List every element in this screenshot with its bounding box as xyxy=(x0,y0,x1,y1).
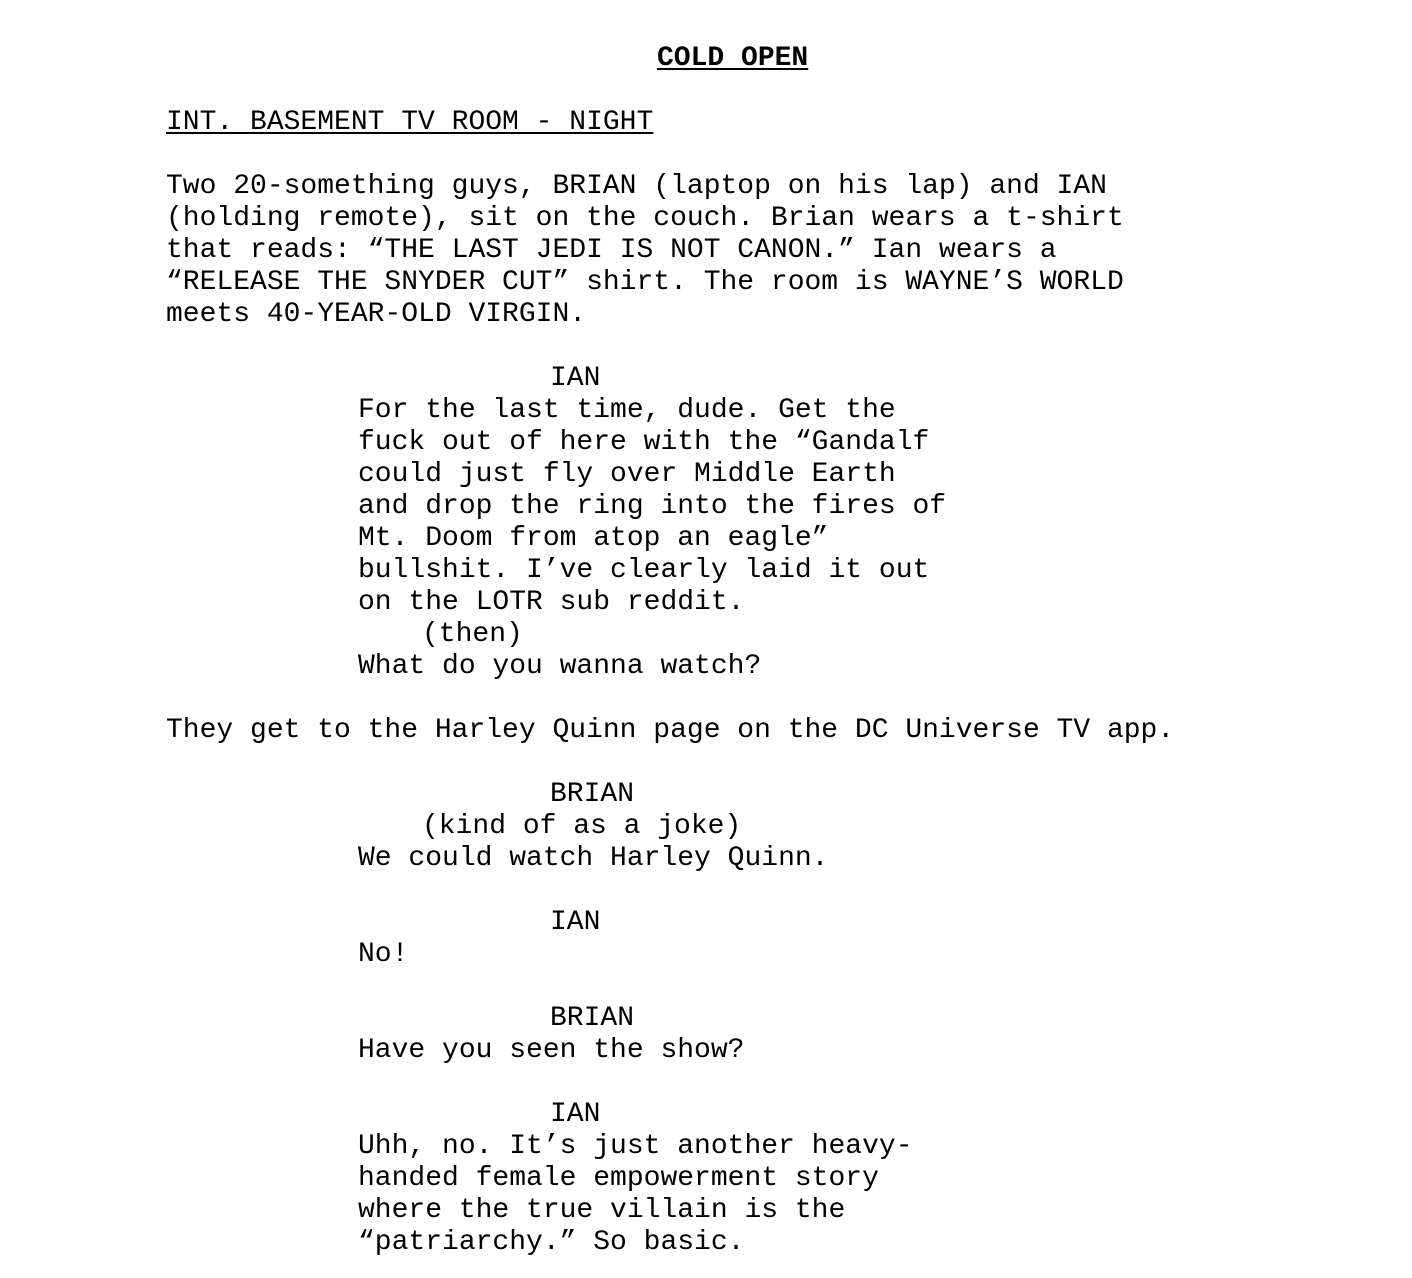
character-name: IAN xyxy=(550,363,601,394)
action-line: that reads: “THE LAST JEDI IS NOT CANON.” Ian wears a xyxy=(166,235,1057,266)
action-line: Two 20-something guys, BRIAN (laptop on his lap) and IAN xyxy=(166,171,1107,202)
dialogue-block-1 xyxy=(358,395,946,619)
dialogue-line: What do you wanna watch? xyxy=(358,651,762,682)
dialogue-line: We could watch Harley Quinn. xyxy=(358,843,829,874)
dialogue-line: Uhh, no. It’s just another heavy- xyxy=(358,1131,913,1162)
action-line: “RELEASE THE SNYDER CUT” shirt. The room is WAYNE’S WORLD xyxy=(166,267,1124,298)
character-name: IAN xyxy=(550,907,601,938)
dialogue-line: and drop the ring into the fires of xyxy=(358,491,947,522)
dialogue-line: No! xyxy=(358,939,409,970)
dialogue-line: For the last time, dude. Get the xyxy=(358,395,896,426)
dialogue-line: Have you seen the show? xyxy=(358,1035,745,1066)
page-title: COLD OPEN xyxy=(657,43,809,74)
scene-heading: INT. BASEMENT TV ROOM - NIGHT xyxy=(166,107,654,138)
action-line: They get to the Harley Quinn page on the DC Universe TV app. xyxy=(166,715,1175,746)
action-block-1 xyxy=(166,171,1124,331)
dialogue-line: on the LOTR sub reddit. xyxy=(358,587,745,618)
character-name: BRIAN xyxy=(550,779,635,810)
dialogue-line: Mt. Doom from atop an eagle” xyxy=(358,523,829,554)
dialogue-line: where the true villain is the xyxy=(358,1195,846,1226)
dialogue-line: could just fly over Middle Earth xyxy=(358,459,896,490)
parenthetical: (then) xyxy=(422,619,523,650)
parenthetical: (kind of as a joke) xyxy=(422,811,742,842)
dialogue-block-5 xyxy=(358,1131,913,1259)
dialogue-line: fuck out of here with the “Gandalf xyxy=(358,427,930,458)
action-line: meets 40-YEAR-OLD VIRGIN. xyxy=(166,299,587,330)
character-name: IAN xyxy=(550,1099,601,1130)
dialogue-line: bullshit. I’ve clearly laid it out xyxy=(358,555,930,586)
action-line: (holding remote), sit on the couch. Brian wears a t-shirt xyxy=(166,203,1124,234)
dialogue-line: “patriarchy.” So basic. xyxy=(358,1227,745,1258)
character-name: BRIAN xyxy=(550,1003,635,1034)
dialogue-line: handed female empowerment story xyxy=(358,1163,879,1194)
